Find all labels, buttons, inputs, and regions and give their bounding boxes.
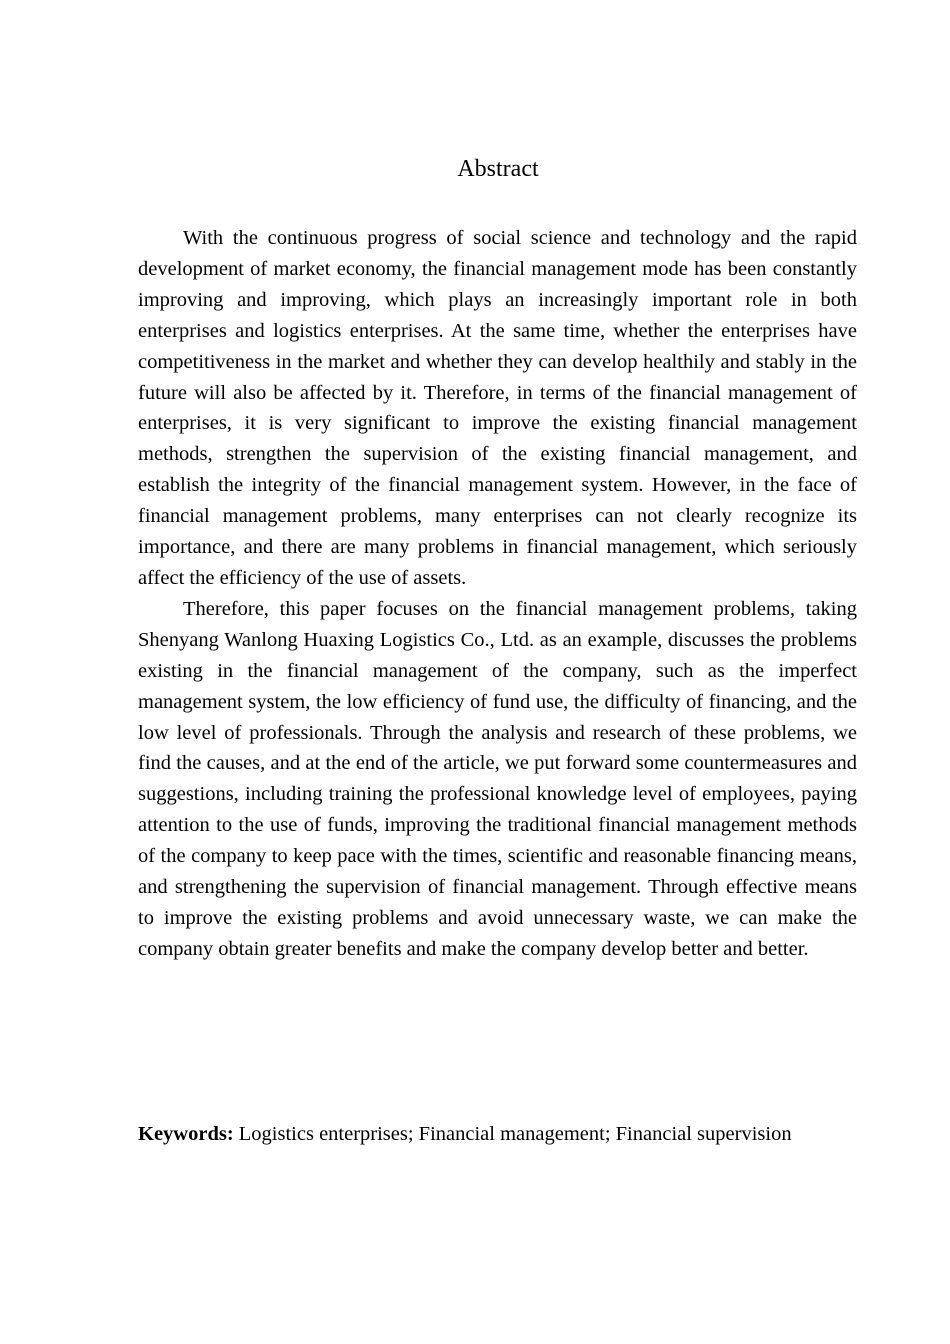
abstract-paragraph-1: With the continuous progress of social science and technology and the rapid development of market economy, the financial management mode has been constantly improving and improving, which plays an increasingly important role in both enterprises and logistics enterprises. At the same time, whether the enterprises have competitiveness in the market and whether they can develop healthily and stably in the future will also be affected by it. Therefore, in terms of the financial management of enterprises, it is very significant to improve the existing financial management methods, strengthen the supervision of the existing financial management, and establish the integrity of the financial management system. However, in the face of financial management problems, many enterprises can not clearly recognize its importance, and there are many problems in financial management, which seriously affect the efficiency of the use of assets. bbox=[138, 227, 857, 589]
keywords-text: Logistics enterprises; Financial management; Financial supervision bbox=[233, 1123, 792, 1145]
abstract-title: Abstract bbox=[457, 156, 539, 182]
abstract-body bbox=[138, 223, 857, 965]
keywords-label: Keywords: bbox=[138, 1123, 234, 1145]
abstract-paragraph-2: Therefore, this paper focuses on the financial management problems, taking Shenyang Wanlong Huaxing Logistics Co., Ltd. as an example, discusses the problems existing in the financial management of the company, such as the imperfect management system, the low efficiency of fund use, the difficulty of financing, and the low level of professionals. Through the analysis and research of these problems, we find the causes, and at the end of the article, we put forward some countermeasures and suggestions, including training the professional knowledge level of employees, paying attention to the use of funds, improving the traditional financial management methods of the company to keep pace with the times, scientific and reasonable financing means, and strengthening the supervision of financial management. Through effective means to improve the existing problems and avoid unnecessary waste, we can make the company obtain greater benefits and make the company develop better and better. bbox=[138, 597, 857, 960]
keywords-line bbox=[138, 1119, 898, 1149]
